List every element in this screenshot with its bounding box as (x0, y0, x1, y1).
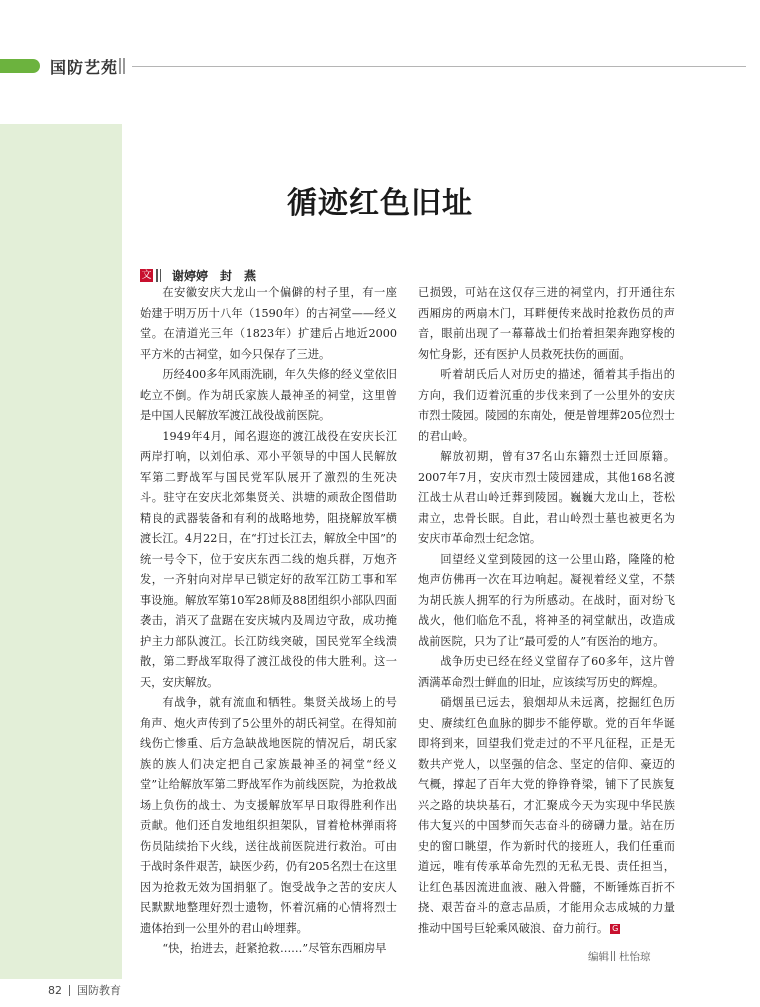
section-divider-bars (119, 58, 127, 74)
paragraph: 解放初期，曾有37名山东籍烈士迁回原籍。2007年7月，安庆市烈士陵园建成，其他168名渡江战士从君山岭迁葬到陵园。巍巍大龙山上，苍松肃立，忠骨长眠。自此，君山岭烈士墓也被更名为安庆市革命烈士纪念馆。 (418, 450, 675, 545)
paragraph: 已损毁，可站在这仅存三进的祠堂内，打开通往东西厢房的两扇木门，耳畔便传来战时抢救伤员的声音，眼前出现了一幕幕战士们抬着担架奔跑穿梭的匆忙身影，还有医护人员救死扶伤的画面。 (418, 286, 675, 361)
section-title: 国防艺苑 (50, 58, 119, 77)
editor-credit (588, 949, 651, 964)
end-mark-icon: G (612, 923, 619, 933)
paragraph: 在安徽安庆大龙山一个偏僻的村子里，有一座始建于明万历十八年（1590年）的古祠堂——经义堂。在清道光三年（1823年）扩建后占地近2000平方米的古祠堂，如今只保存了三进。 (140, 286, 397, 361)
paragraph-text: 硝烟虽已远去，狼烟却从未远离，挖掘红色历史、赓续红色血脉的脚步不能停歇。党的百年华诞即将到来，回望我们党走过的不平凡征程，正是无数共产党人，以坚强的信念、坚定的信仰、豪迈的气概，撑起了百年大党的铮铮脊梁，铺下了民族复兴之路的块块基石，才汇聚成今天为实现中华民族伟大复兴的中国梦而矢志奋斗的磅礴力量。站在历史的窗口眺望，作为新时代的接班人，我们任重而道远，唯有传承革命先烈的无私无畏、责任担当，让红色基因流进血液、融入骨髓，不断锤炼百折不挠、艰苦奋斗的意志品质，才能用众志成城的力量推动中国号巨轮乘风破浪、奋力前行。 (418, 696, 675, 935)
article-column-left (140, 283, 397, 960)
paragraph: 历经400多年风雨洗刷，年久失修的经义堂依旧屹立不倒。作为胡氏家族人最神圣的祠堂，这里曾是中国人民解放军渡江战役战前医院。 (140, 368, 397, 422)
paragraph: 听着胡氏后人对历史的描述，循着其手指出的方向，我们迈着沉重的步伐来到了一公里外的安庆市烈士陵园。陵园的东南处，便是曾埋葬205位烈士的君山岭。 (418, 368, 675, 443)
byline-tag: 文 (141, 269, 152, 281)
footer-divider (69, 985, 70, 996)
publication-name: 国防教育 (77, 984, 121, 997)
article-authors: 谢婷婷 封 燕 (172, 268, 257, 283)
byline-divider-bars (156, 269, 164, 282)
editor-name: 杜怡琼 (619, 951, 651, 963)
paragraph: 战争历史已经在经义堂留存了60多年，这片曾洒满革命烈士鲜血的旧址，应该续写历史的辉煌。 (418, 655, 675, 689)
section-tab-accent (0, 59, 40, 73)
paragraph: 有战争，就有流血和牺牲。集贤关战场上的号角声、炮火声传到了5公里外的胡氏祠堂。在得知前线伤亡惨重、后方急缺战地医院的情况后，胡氏家族的族人们决定把自己家族最神圣的祠堂“经义堂”让给解放军第二野战军作为前线医院，为抢救战场上负伤的战士、为支援解放军早日取得胜利作出贡献。他们还自发地组织担架队，冒着枪林弹雨将伤员陆续抬下火线，送往战前医院进行救治。可由于战时条件艰苦，缺医少药，仍有205名烈士在这里因为抢救无效为国捐躯了。饱受战争之苦的安庆人民默默地整理好烈士遗物，怀着沉痛的心情将烈士遗体抬到一公里外的君山岭埋葬。 (140, 696, 397, 935)
article-title: 循迹红色旧址 (287, 186, 473, 221)
byline (140, 266, 256, 284)
editor-label: 编辑 (588, 951, 609, 963)
page-footer (48, 982, 121, 998)
paragraph: 回望经义堂到陵园的这一公里山路，隆隆的枪炮声仿佛再一次在耳边响起。凝视着经义堂，不禁为胡氏族人拥军的行为所感动。在战时，面对纷飞战火，他们临危不乱，将神圣的祠堂献出，改造成战前医院，只为了让“最可爱的人”有医治的地方。 (418, 552, 675, 648)
article-column-right (418, 283, 675, 939)
page-number: 82 (48, 983, 62, 997)
paragraph: 1949年4月，闻名遐迩的渡江战役在安庆长江两岸打响，以刘伯承、邓小平领导的中国人民解放军第二野战军与国民党军队展开了激烈的生死决斗。驻守在安庆北郊集贤关、洪塘的顽敌企图借助精良的武器装备和有利的战略地势，阻挠解放军横渡长江。4月22日，在“打过长江去，解放全中国”的统一号令下，位于安庆东西二线的炮兵群，万炮齐发，一齐射向对岸早已锁定好的敌军江防工事和军事设施。解放军第10军28师及88团组织小部队四面袭击，消灭了盘踞在安庆城内及周边守敌，成功掩护主力部队渡江。长江防线突破，国民党军全线溃散，第二野战军取得了渡江战役的伟大胜利。这一天，安庆解放。 (140, 429, 397, 689)
decorative-side-panel (0, 124, 122, 979)
paragraph-last (418, 693, 675, 939)
paragraph: “快，抬进去，赶紧抢救……”尽管东西厢房早 (162, 942, 387, 955)
editor-divider-bars (611, 951, 617, 961)
header-rule (132, 66, 746, 67)
